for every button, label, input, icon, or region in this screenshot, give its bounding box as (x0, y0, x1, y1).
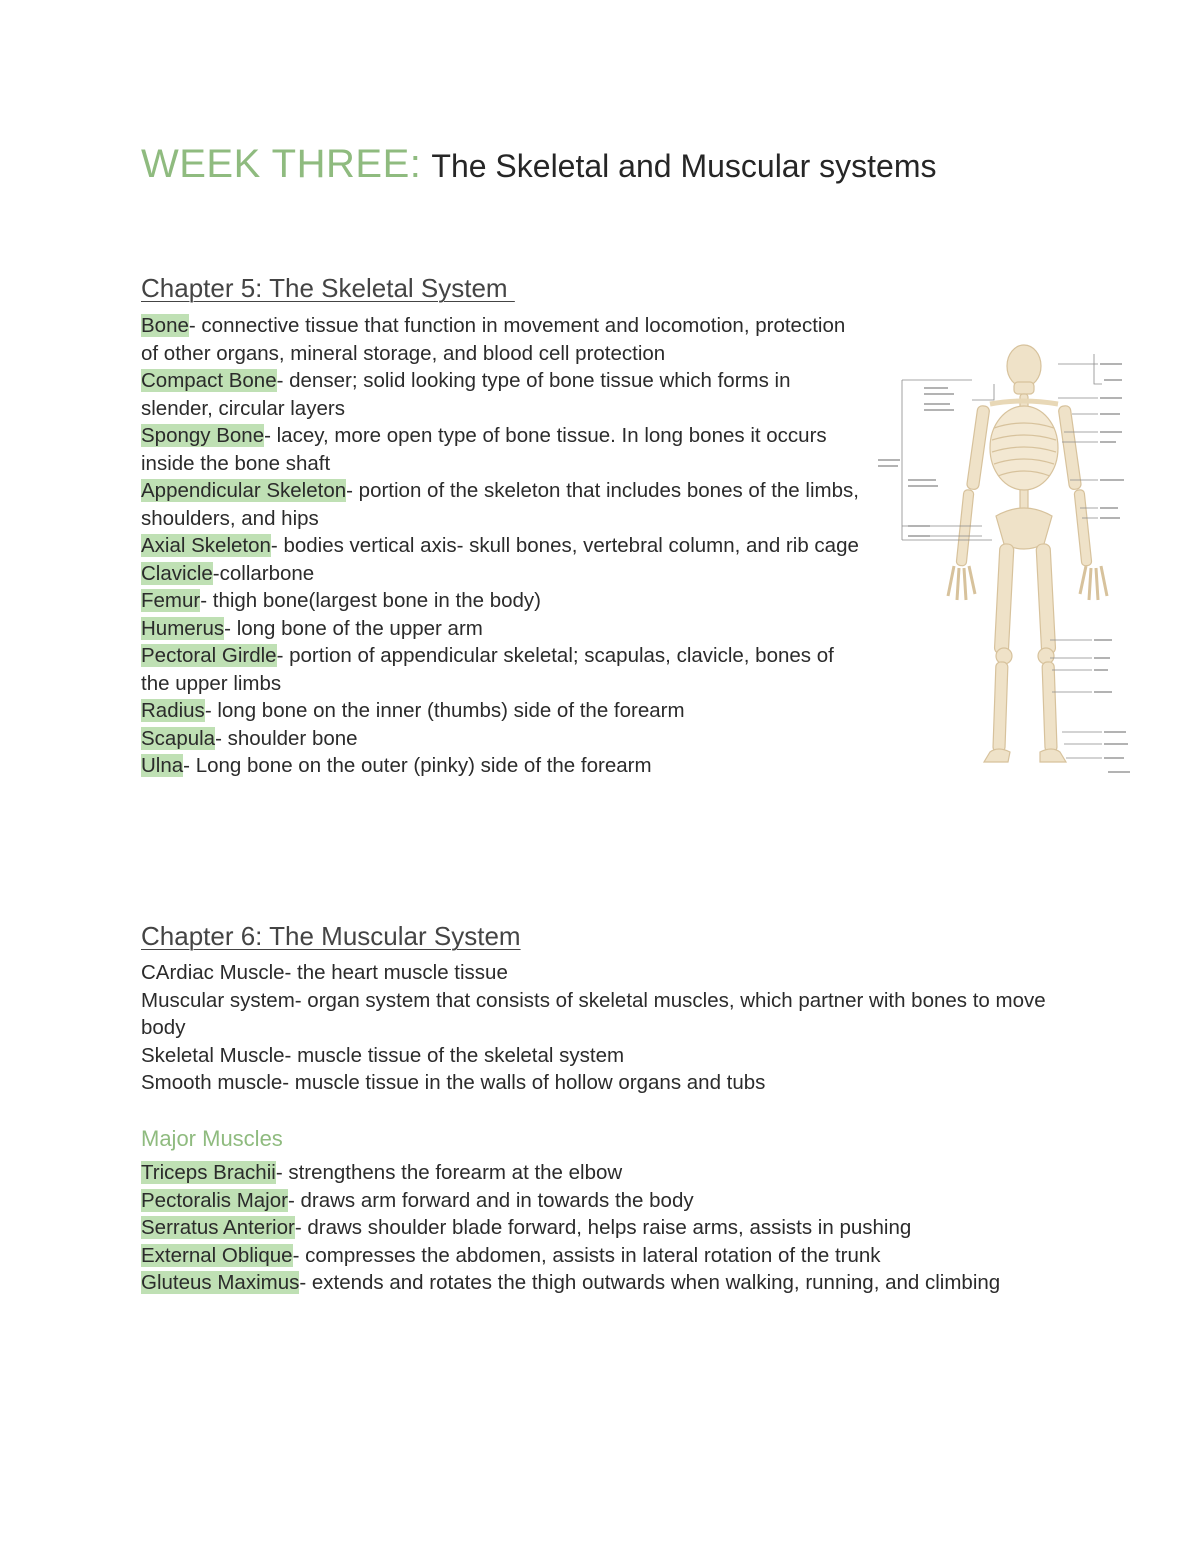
definition-text: - portion of the skeleton that includes bones of the limbs, shoulders, and hips (141, 479, 859, 530)
definition-text: - portion of appendicular skeletal; scapulas, clavicle, bones of the upper limbs (141, 644, 834, 695)
skull-shape (1007, 345, 1041, 387)
definition-text: - compresses the abdomen, assists in lateral rotation of the trunk (292, 1243, 881, 1267)
definition-skeletal-muscle: Skeletal Muscle- muscle tissue of the skeletal system (141, 1043, 625, 1067)
definition-triceps-brachii (141, 1159, 1061, 1187)
term-ulna: Ulna (141, 754, 184, 777)
definition-radius (141, 697, 861, 725)
definition-text: - draws shoulder blade forward, helps raise arms, assists in pushing (294, 1216, 912, 1239)
definition-text: - connective tissue that function in movement and locomotion, protection of other organs, mineral storage, and blood cell protection (141, 314, 846, 365)
term-bone: Bone (141, 314, 189, 337)
title-week: WEEK THREE: (141, 142, 422, 186)
skeletal-definitions-list (141, 312, 861, 780)
term-appendicular-skeleton: Appendicular Skeleton (141, 479, 347, 502)
term-femur: Femur (141, 589, 201, 612)
definition-scapula (141, 725, 861, 753)
page-title (141, 138, 1141, 192)
definition-text: - lacey, more open type of bone tissue. In long bones it occurs inside the bone shaft (141, 424, 827, 475)
definition-muscular-system: Muscular system- organ system that consists of skeletal muscles, which partner with bones to move body (141, 988, 1046, 1039)
term-compact-bone: Compact Bone (141, 369, 277, 392)
definition-text: - thigh bone(largest bone in the body) (200, 589, 541, 612)
definition-appendicular-skeleton (141, 477, 861, 532)
definition-pectoral-girdle (141, 642, 861, 697)
definition-text: - shoulder bone (215, 726, 358, 750)
skeleton-diagram-image (872, 340, 1144, 780)
term-pectoralis-major: Pectoralis Major (141, 1188, 288, 1212)
term-humerus: Humerus (141, 616, 225, 640)
term-serratus-anterior: Serratus Anterior (141, 1216, 295, 1239)
definition-text: - denser; solid looking type of bone tissue which forms in slender, circular layers (141, 369, 791, 420)
major-muscles-heading: Major Muscles (141, 1126, 283, 1151)
definition-axial-skeleton (141, 532, 861, 560)
term-scapula: Scapula (141, 726, 216, 750)
definition-text: - long bone of the upper arm (224, 616, 483, 640)
term-gluteus-maximus: Gluteus Maximus (141, 1271, 300, 1294)
muscular-definitions-list (141, 959, 1061, 1097)
term-pectoral-girdle: Pectoral Girdle (141, 644, 277, 667)
term-triceps-brachii: Triceps Brachii (141, 1161, 276, 1184)
definition-gluteus-maximus (141, 1269, 1061, 1297)
definition-text: - draws arm forward and in towards the body (287, 1188, 694, 1212)
major-muscles-list (141, 1159, 1061, 1297)
definition-text: - extends and rotates the thigh outwards when walking, running, and climbing (299, 1271, 1001, 1294)
definition-text: - Long bone on the outer (pinky) side of the forearm (183, 754, 652, 777)
definition-humerus (141, 615, 861, 643)
term-external-oblique: External Oblique (141, 1243, 293, 1267)
definition-text: - strengthens the forearm at the elbow (275, 1161, 623, 1184)
definition-cardiac-muscle: CArdiac Muscle- the heart muscle tissue (141, 961, 508, 984)
definition-compact-bone (141, 367, 861, 422)
definition-text: -collarbone (212, 561, 315, 585)
definition-pectoralis-major (141, 1187, 1061, 1215)
term-axial-skeleton: Axial Skeleton (141, 534, 271, 557)
definition-serratus-anterior (141, 1214, 1061, 1242)
definition-text: - bodies vertical axis- skull bones, vertebral column, and rib cage (270, 534, 859, 557)
term-clavicle: Clavicle (141, 561, 213, 585)
chapter-6-heading: Chapter 6: The Muscular System (141, 921, 521, 951)
definition-smooth-muscle: Smooth muscle- muscle tissue in the walls of hollow organs and tubs (141, 1071, 766, 1094)
skeleton-illustration (872, 340, 1144, 780)
definition-bone (141, 312, 861, 367)
definition-femur (141, 587, 861, 615)
definition-text: - long bone on the inner (thumbs) side of the forearm (204, 699, 685, 722)
definition-external-oblique (141, 1242, 1061, 1270)
definition-ulna (141, 752, 861, 780)
term-spongy-bone: Spongy Bone (141, 424, 265, 447)
chapter-5-heading: Chapter 5: The Skeletal System (141, 273, 515, 303)
definition-clavicle (141, 560, 861, 588)
term-radius: Radius (141, 699, 205, 722)
definition-spongy-bone (141, 422, 861, 477)
title-topic: The Skeletal and Muscular systems (431, 148, 937, 184)
